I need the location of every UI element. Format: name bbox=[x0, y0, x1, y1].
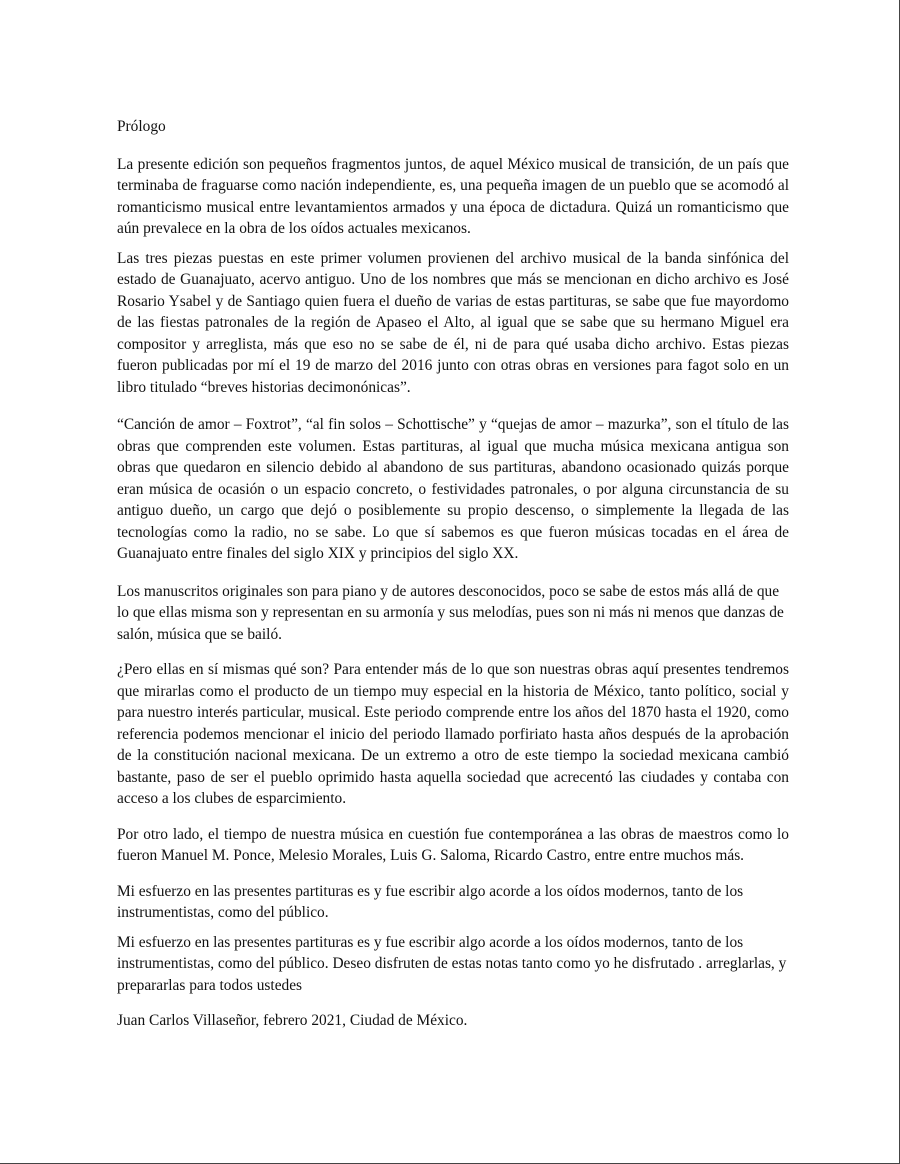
paragraph-contemporaries: Por otro lado, el tiempo de nuestra música en cuestión fue contemporánea a las obras de maestros como lo fueron Manuel M. Ponce, Melesio Morales, Luis G. Saloma, Ricardo Castro, entre entre muchos más. bbox=[117, 825, 789, 864]
signature: Juan Carlos Villaseñor, febrero 2021, Ciudad de México. bbox=[117, 1012, 468, 1029]
paragraph-intro: La presente edición son pequeños fragmentos juntos, de aquel México musical de transición, de un país que terminaba de fraguarse como nación independiente, es, una pequeña imagen de un pueblo que se acomodó al romanticismo musical entre levantamientos armados y una época de dictadura. Quizá un romanticismo que aún prevalece en la obra de los oídos actuales mexicanos. bbox=[117, 155, 789, 237]
paragraph-effort: Mi esfuerzo en las presentes partituras es y fue escribir algo acorde a los oídos modernos, tanto de los instrumentistas, como del público. bbox=[117, 882, 744, 921]
document-body bbox=[117, 116, 789, 1032]
paragraph-effort-closing: Mi esfuerzo en las presentes partituras es y fue escribir algo acorde a los oídos modernos, tanto de los instrumentistas, como del público. Deseo disfruten de estas notas tanto como yo he disfrutado . arreglarlas, y prepararlas para todos ustedes bbox=[117, 933, 787, 994]
paragraph-origin: Las tres piezas puestas en este primer volumen provienen del archivo musical de la banda sinfónica del estado de Guanajuato, acervo antiguo. Uno de los nombres que más se mencionan en dicho archivo es José Rosario Ysabel y de Santiago quien fuera el dueño de varias de estas partituras, se sabe que fue mayordomo de las fiestas patronales de la región de Apaseo el Alto, al igual que se sabe que su hermano Miguel era compositor y arreglista, más que eso no se sabe de él, ni de para qué usaba dicho archivo. Estas piezas fueron publicadas por mí el 19 de marzo del 2016 junto con otras obras en versiones para fagot solo en un libro titulado “breves historias decimonónicas”. bbox=[117, 249, 789, 396]
paragraph-works: “Canción de amor – Foxtrot”, “al fin solos – Schottische” y “quejas de amor – mazurka”, son el título de las obras que comprenden este volumen. Estas partituras, al igual que mucha música mexicana antigua son obras que quedaron en silencio debido al abandono de sus partituras, abandono ocasionado quizás porque eran música de ocasión o un espacio concreto, o festividades patronales, o por alguna circunstancia de su antiguo dueño, un cargo que dejó o posiblemente su propio descenso, o simplemente la llegada de las tecnologías como la radio, no se sabe. Lo que sí sabemos es que fueron músicas tocadas en el área de Guanajuato entre finales del siglo XIX y principios del siglo XX. bbox=[117, 416, 789, 562]
page-title: Prólogo bbox=[117, 118, 166, 135]
paragraph-context: ¿Pero ellas en sí mismas qué son? Para entender más de lo que son nuestras obras aquí presentes tendremos que mirarlas como el producto de un tiempo muy especial en la historia de México, tanto político, social y para nuestro interés particular, musical. Este periodo comprende entre los años del 1870 hasta el 1920, como referencia podemos mencionar el inicio del periodo llamado porfiriato hasta años después de la aprobación de la constitución nacional mexicana. De un extremo a otro de este tiempo la sociedad mexicana cambió bastante, paso de ser el pueblo oprimido hasta aquella sociedad que acrecentó las ciudades y contaba con acceso a los clubes de esparcimiento. bbox=[117, 661, 789, 807]
paragraph-manuscripts: Los manuscritos originales son para piano y de autores desconocidos, poco se sabe de estos más allá de que lo que ellas misma son y representan en su armonía y sus melodías, pues son ni más ni menos que danzas de salón, música que se bailó. bbox=[117, 582, 784, 643]
